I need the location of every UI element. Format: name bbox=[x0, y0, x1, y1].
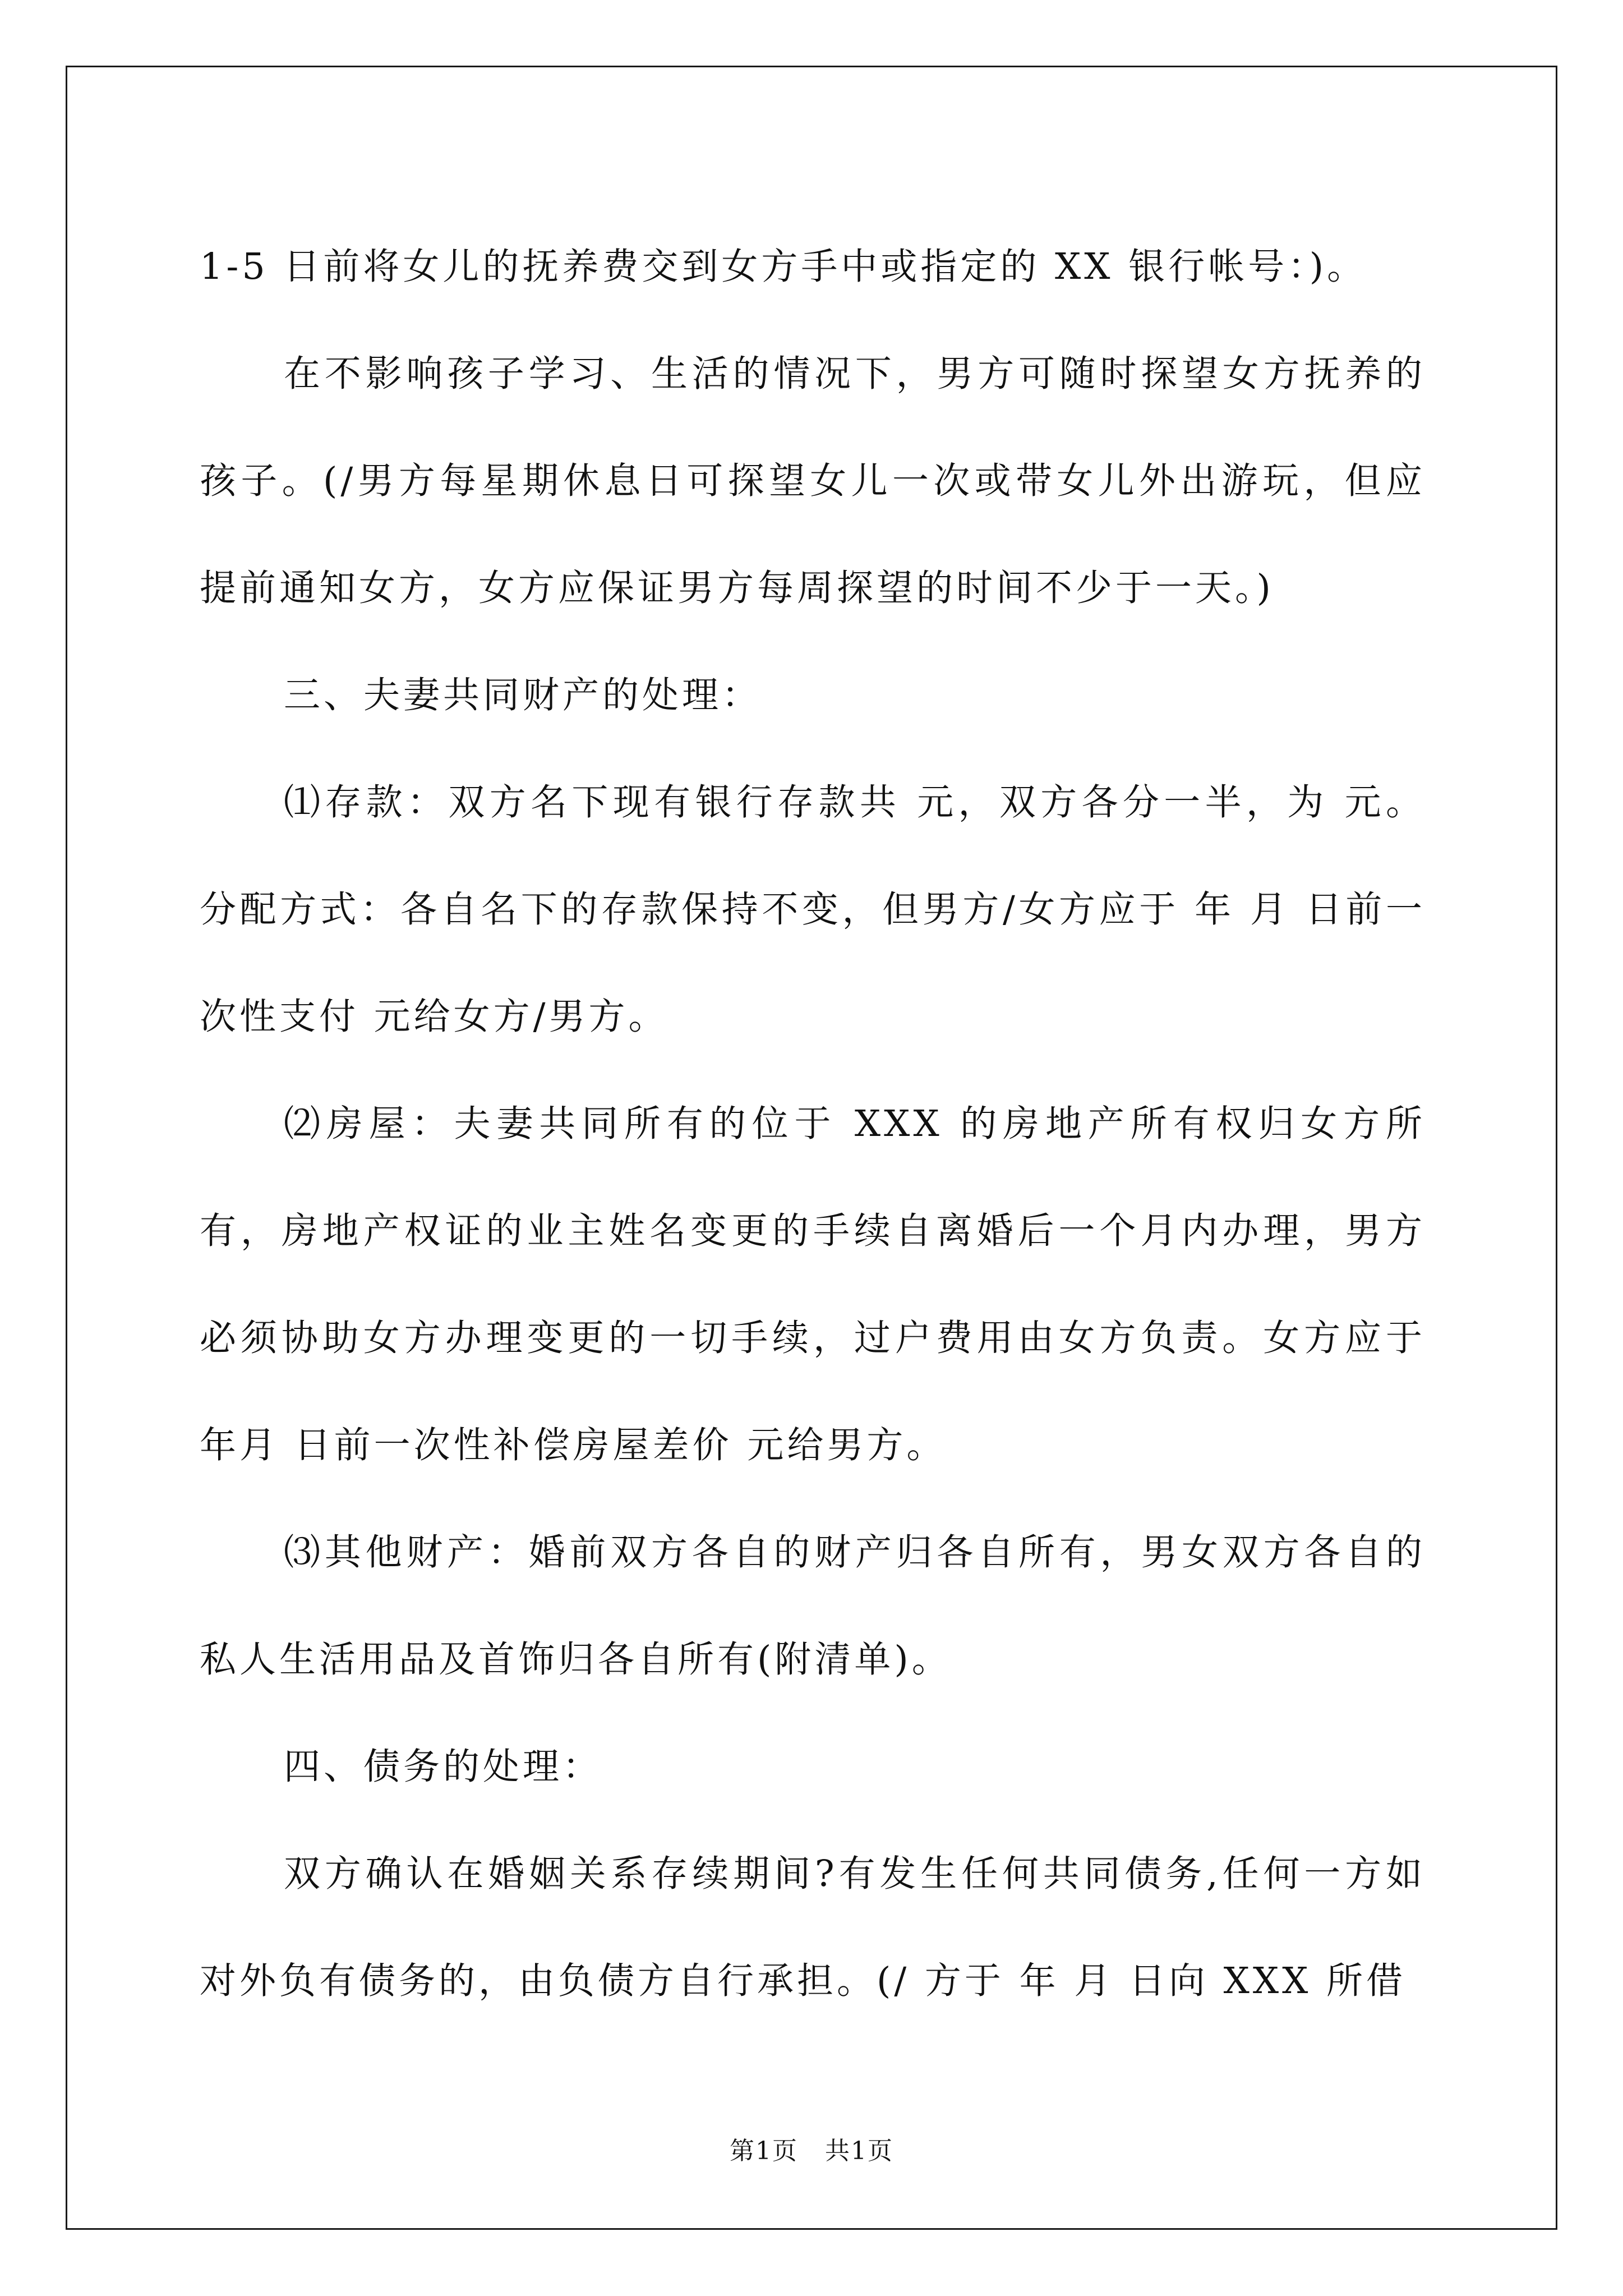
page-footer: 第1页 共1页 bbox=[730, 2137, 893, 2165]
paragraph-debts: 双方确认在婚姻关系存续期间?有发生任何共同债务,任何一方如对外负有债务的，由负债方自行承担。(/ 方于 年 月 日向 XXX 所借 bbox=[200, 1853, 1426, 2002]
document-body bbox=[200, 213, 1441, 2035]
paragraph-visitation-rights: 在不影响孩子学习、生活的情况下，男方可随时探望女方抚养的孩子。(/男方每星期休息日可探望女儿一次或带女儿外出游玩，但应提前通知女方，女方应保证男方每周探望的时间不少于一天。) bbox=[200, 353, 1426, 609]
paragraph-other-property: ⑶其他财产：婚前双方各自的财产归各自所有，男女双方各自的私人生活用品及首饰归各自所有(附清单)。 bbox=[200, 1531, 1426, 1681]
heading-debts: 四、债务的处理： bbox=[284, 1746, 603, 1788]
paragraph-child-support-payment: 1-5 日前将女儿的抚养费交到女方手中或指定的 XX 银行帐号：)。 bbox=[200, 246, 1367, 288]
paragraph-house: ⑵房屋：夫妻共同所有的位于 XXX 的房地产所有权归女方所有，房地产权证的业主姓名变更的手续自离婚后一个月内办理，男方必须协助女方办理变更的一切手续，过户费用由女方负责。女方应于 年月 日前一次性补偿房屋差价 元给男方。 bbox=[200, 1103, 1441, 1466]
heading-joint-property: 三、夫妻共同财产的处理： bbox=[284, 674, 762, 716]
paragraph-savings: ⑴存款：双方名下现有银行存款共 元，双方各分一半，为 元。分配方式：各自名下的存款保持不变，但男方/女方应于 年 月 日前一次性支付 元给女方/男方。 bbox=[200, 781, 1426, 1038]
